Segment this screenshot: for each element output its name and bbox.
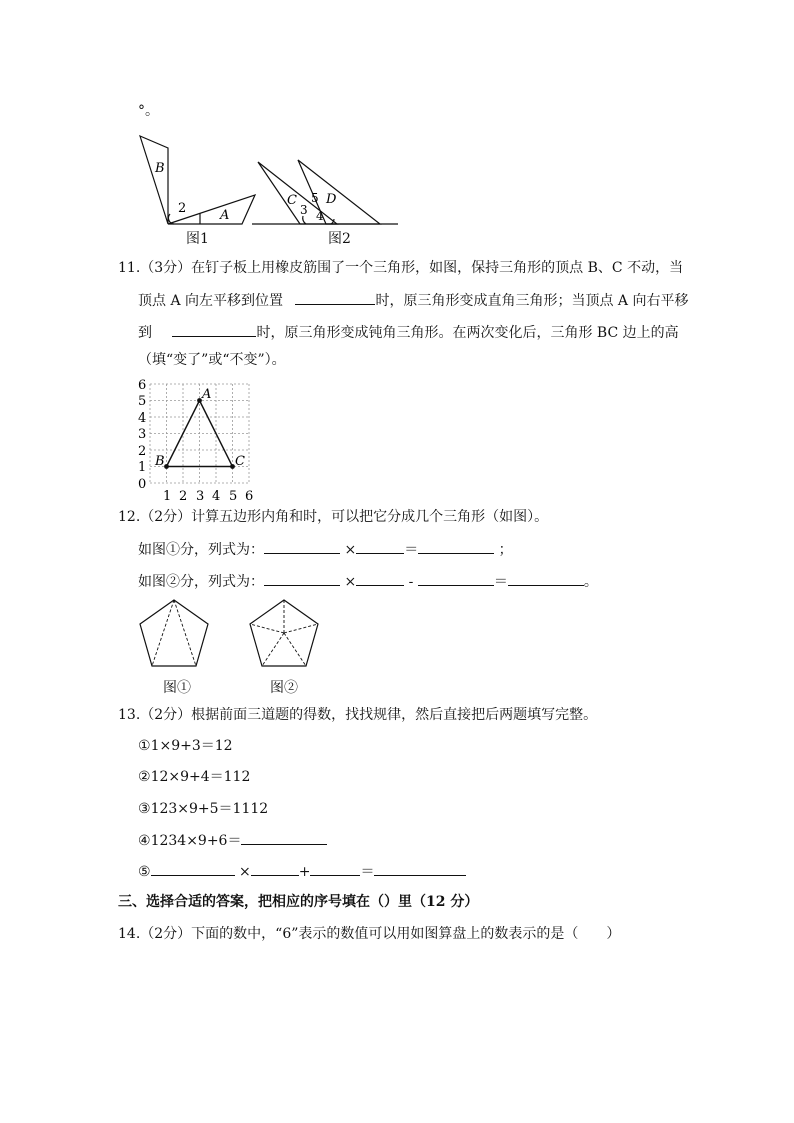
point-b bbox=[164, 464, 169, 469]
q13-item-4-num: ④ bbox=[138, 833, 151, 849]
x-tick-4: 4 bbox=[212, 489, 221, 504]
y-tick-2: 2 bbox=[138, 444, 147, 459]
y-tick-3: 3 bbox=[138, 427, 147, 442]
q11-line3 bbox=[138, 322, 679, 343]
fig2-label-d: D bbox=[326, 192, 337, 207]
pentagon-2-caption: 图② bbox=[270, 680, 298, 696]
q11-line3b: 时，原三角形变成钝角三角形。在两次变化后，三角形 BC 边上的高 bbox=[256, 325, 679, 341]
q12-blank-1[interactable] bbox=[264, 539, 340, 554]
q13-item-5-plus: + bbox=[298, 864, 311, 880]
q12-times-1: × bbox=[344, 542, 357, 558]
q12-blank-5[interactable] bbox=[356, 571, 404, 586]
angle-figures bbox=[130, 128, 410, 248]
q12-blank-4[interactable] bbox=[264, 571, 340, 586]
fig1-label-a: A bbox=[220, 208, 230, 223]
q13-item-1 bbox=[138, 736, 233, 756]
q12-times-2: × bbox=[344, 574, 357, 590]
fig2-label-5: 5 bbox=[311, 191, 319, 205]
y-tick-5: 5 bbox=[138, 394, 147, 409]
point-c-label: C bbox=[235, 454, 245, 469]
q12-blank-3[interactable] bbox=[418, 539, 494, 554]
q13-item-2-text: 12×9+4＝112 bbox=[150, 769, 251, 785]
q11-line3a: 到 bbox=[138, 325, 152, 341]
q12-blank-7[interactable] bbox=[508, 571, 584, 586]
x-tick-6: 6 bbox=[245, 489, 254, 504]
x-tick-2: 2 bbox=[179, 489, 188, 504]
point-a-label: A bbox=[202, 387, 212, 402]
q12-blank-2[interactable] bbox=[356, 539, 404, 554]
fig1-label-2: 2 bbox=[178, 201, 187, 216]
q11-line2a: 顶点 A 向左平移到位置 bbox=[138, 293, 284, 309]
q11-line2 bbox=[138, 290, 688, 311]
fig2-label-4: 4 bbox=[316, 209, 324, 223]
q13-item-4 bbox=[138, 830, 327, 851]
q13-item-5-num: ⑤ bbox=[138, 864, 151, 880]
triangle-b bbox=[140, 136, 168, 224]
pentagon-figures bbox=[132, 596, 332, 674]
fig2-caption: 图2 bbox=[328, 231, 351, 247]
q14-line1: 14.（2分）下面的数中，“6”表示的数值可以用如图算盘上的数表示的是（ ） bbox=[118, 926, 621, 942]
q13-item-1-text: 1×9+3＝12 bbox=[150, 738, 233, 754]
q11-blank-right-position[interactable] bbox=[172, 322, 256, 337]
y-tick-6: 6 bbox=[138, 378, 147, 393]
q12-line2-label: 如图①分，列式为： bbox=[138, 542, 264, 558]
fig2-label-c: C bbox=[287, 193, 297, 208]
x-tick-1: 1 bbox=[163, 489, 172, 504]
nail-board-grid bbox=[134, 378, 258, 504]
q13-blank-5c[interactable] bbox=[310, 861, 360, 876]
q13-item-5-eq: ＝ bbox=[360, 864, 375, 880]
section-3-heading: 三、选择合适的答案，把相应的序号填在（）里（12 分） bbox=[118, 894, 479, 910]
q13-item-2 bbox=[138, 767, 250, 787]
q13-item-3-text: 123×9+5＝1112 bbox=[150, 801, 269, 817]
y-tick-0: 0 bbox=[138, 477, 147, 492]
q13-item-2-num: ② bbox=[138, 769, 151, 785]
q11-blank-left-position[interactable] bbox=[295, 290, 375, 305]
q12-eq-2: ＝ bbox=[493, 574, 508, 590]
q12-period: 。 bbox=[583, 574, 598, 590]
point-b-label: B bbox=[155, 454, 165, 469]
fig1-label-b: B bbox=[155, 161, 165, 176]
pentagon-1 bbox=[140, 600, 208, 666]
q12-line2 bbox=[138, 539, 513, 560]
q12-minus: - bbox=[408, 574, 414, 590]
pentagon-1-caption: 图① bbox=[163, 680, 191, 696]
q13-line1: 13.（2分）根据前面三道题的得数，找找规律，然后直接把后两题填写完整。 bbox=[118, 707, 598, 723]
y-tick-4: 4 bbox=[138, 411, 147, 426]
top-fragment: °。 bbox=[138, 103, 159, 119]
q11-line1: 11.（3分）在钉子板上用橡皮筋围了一个三角形，如图，保持三角形的顶点 B、C 不动，当 bbox=[118, 260, 684, 276]
x-tick-3: 3 bbox=[196, 489, 205, 504]
x-tick-5: 5 bbox=[229, 489, 238, 504]
q13-item-1-num: ① bbox=[138, 738, 151, 754]
q11-line2b: 时，原三角形变成直角三角形；当顶点 A 向右平移 bbox=[375, 293, 689, 309]
q13-item-3-num: ③ bbox=[138, 801, 151, 817]
q13-blank-5b[interactable] bbox=[251, 861, 299, 876]
q13-item-3 bbox=[138, 799, 268, 819]
q12-blank-6[interactable] bbox=[418, 571, 494, 586]
q12-eq-1: ＝ bbox=[404, 542, 419, 558]
q12-line3-label: 如图②分，列式为： bbox=[138, 574, 264, 590]
q13-item-4-text: 1234×9+6＝ bbox=[150, 833, 242, 849]
fig1-caption: 图1 bbox=[186, 231, 209, 247]
q13-blank-5a[interactable] bbox=[151, 861, 235, 876]
q11-line4: （填“变了”或“不变”）。 bbox=[138, 352, 286, 368]
q13-blank-5d[interactable] bbox=[374, 861, 466, 876]
fig2-label-3: 3 bbox=[300, 203, 308, 217]
q13-item-5 bbox=[138, 861, 466, 882]
q12-semicolon: ； bbox=[498, 542, 513, 558]
y-tick-1: 1 bbox=[138, 460, 147, 475]
q13-blank-4[interactable] bbox=[241, 830, 327, 845]
q13-item-5-times: × bbox=[239, 864, 251, 880]
q12-line1: 12.（2分）计算五边形内角和时，可以把它分成几个三角形（如图）。 bbox=[118, 509, 549, 525]
q12-line3 bbox=[138, 571, 598, 592]
